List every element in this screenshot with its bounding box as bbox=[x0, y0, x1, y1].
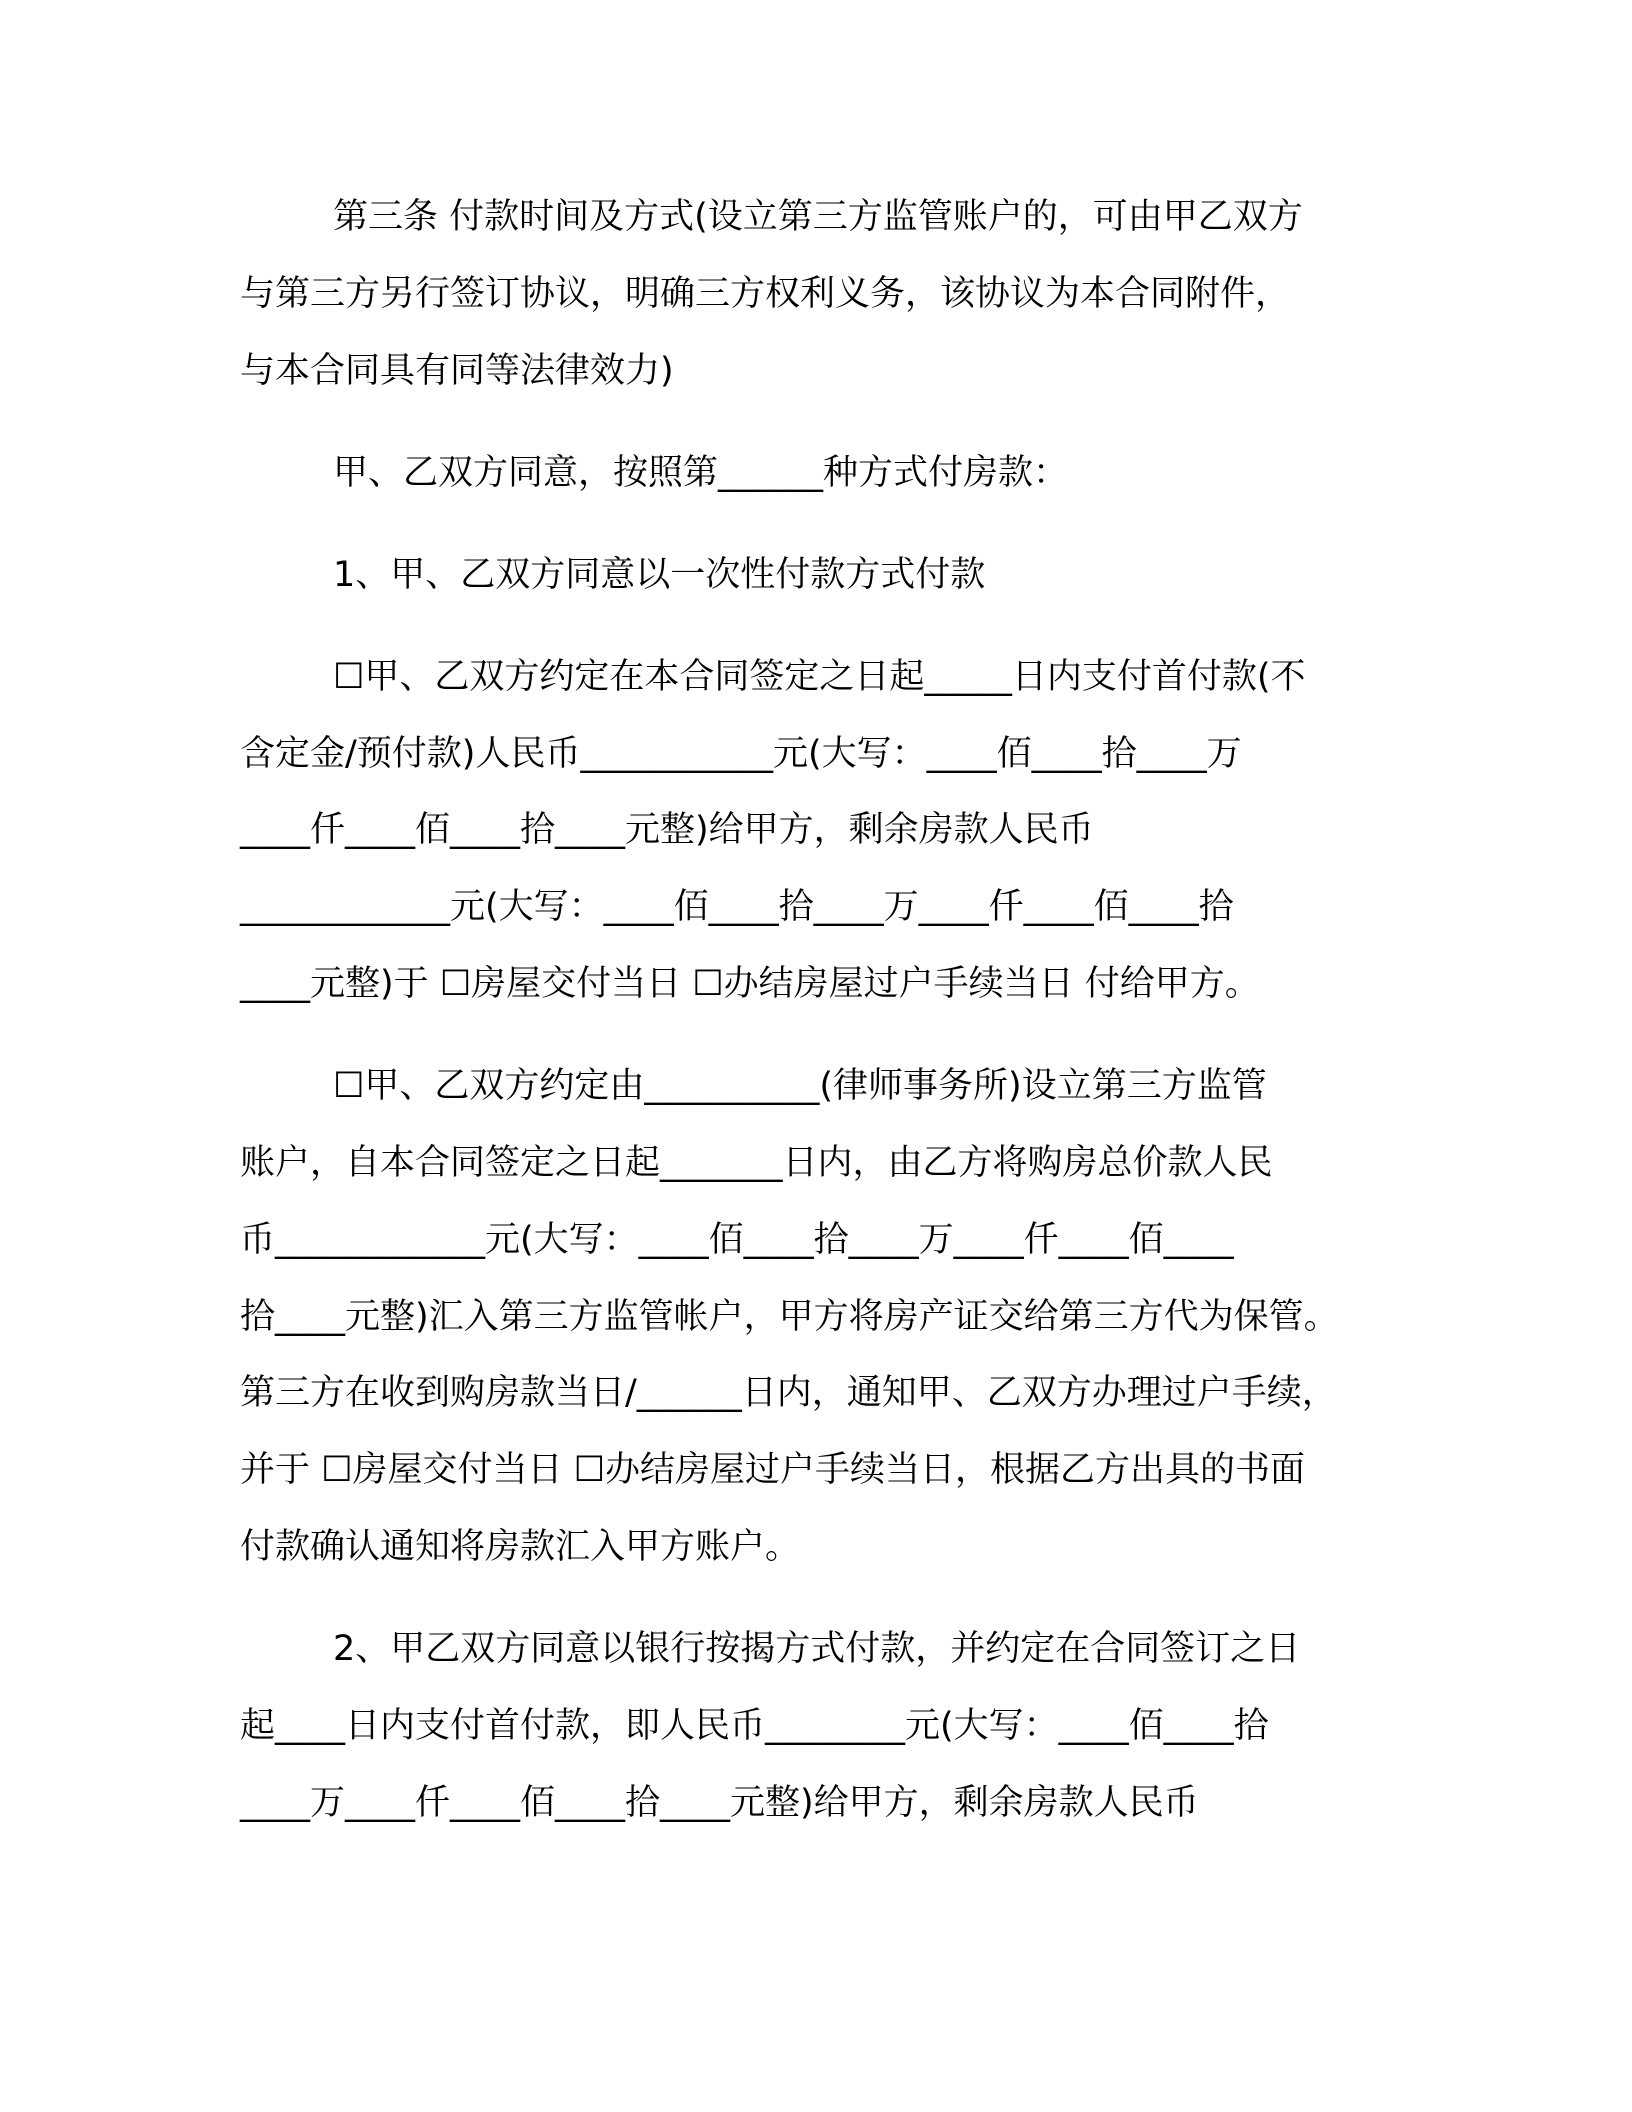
payment-method-choice: 甲、乙双方同意，按照第______种方式付房款： bbox=[333, 453, 1069, 493]
option-2-line-1: 2、甲乙双方同意以银行按揭方式付款，并约定在合同签订之日 bbox=[333, 1629, 1301, 1669]
option-1b-line-6: 并于 ☐房屋交付当日 ☐办结房屋过户手续当日，根据乙方出具的书面 bbox=[240, 1450, 1306, 1490]
option-1b-line-4: 拾____元整)汇入第三方监管帐户，甲方将房产证交给第三方代为保管。 bbox=[240, 1297, 1339, 1337]
option-2-line-2: 起____日内支付首付款，即人民币________元(大写：____佰____拾 bbox=[240, 1706, 1269, 1746]
article-3-text-line-3: 与本合同具有同等法律效力) bbox=[240, 351, 674, 391]
article-3-text-line-2: 与第三方另行签订协议，明确三方权利义务，该协议为本合同附件， bbox=[240, 274, 1291, 314]
option-1a-line-1: ☐甲、乙双方约定在本合同签定之日起_____日内支付首付款(不 bbox=[333, 657, 1306, 697]
option-1b-line-7: 付款确认通知将房款汇入甲方账户。 bbox=[240, 1527, 801, 1567]
option-2-line-3: ____万____仟____佰____拾____元整)给甲方，剩余房款人民币 bbox=[240, 1783, 1199, 1823]
option-1b-line-5: 第三方在收到购房款当日/______日内，通知甲、乙双方办理过户手续， bbox=[240, 1373, 1337, 1413]
option-1b-line-1: ☐甲、乙双方约定由__________(律师事务所)设立第三方监管 bbox=[333, 1066, 1267, 1106]
option-1-heading: 1、甲、乙双方同意以一次性付款方式付款 bbox=[333, 555, 986, 595]
option-1a-line-3: ____仟____佰____拾____元整)给甲方，剩余房款人民币 bbox=[240, 810, 1094, 850]
option-1a-line-2: 含定金/预付款)人民币___________元(大写：____佰____拾____万 bbox=[240, 734, 1242, 774]
option-1a-line-5: ____元整)于 ☐房屋交付当日 ☐办结房屋过户手续当日 付给甲方。 bbox=[240, 964, 1260, 1004]
option-1a-line-4: ____________元(大写：____佰____拾____万____仟____佰____拾 bbox=[240, 887, 1234, 927]
option-1b-line-3: 币____________元(大写：____佰____拾____万____仟____佰____ bbox=[240, 1220, 1234, 1260]
option-1b-line-2: 账户，自本合同签定之日起_______日内，由乙方将购房总价款人民 bbox=[240, 1143, 1273, 1183]
article-3-heading: 第三条 付款时间及方式(设立第三方监管账户的，可由甲乙双方 bbox=[333, 197, 1303, 237]
